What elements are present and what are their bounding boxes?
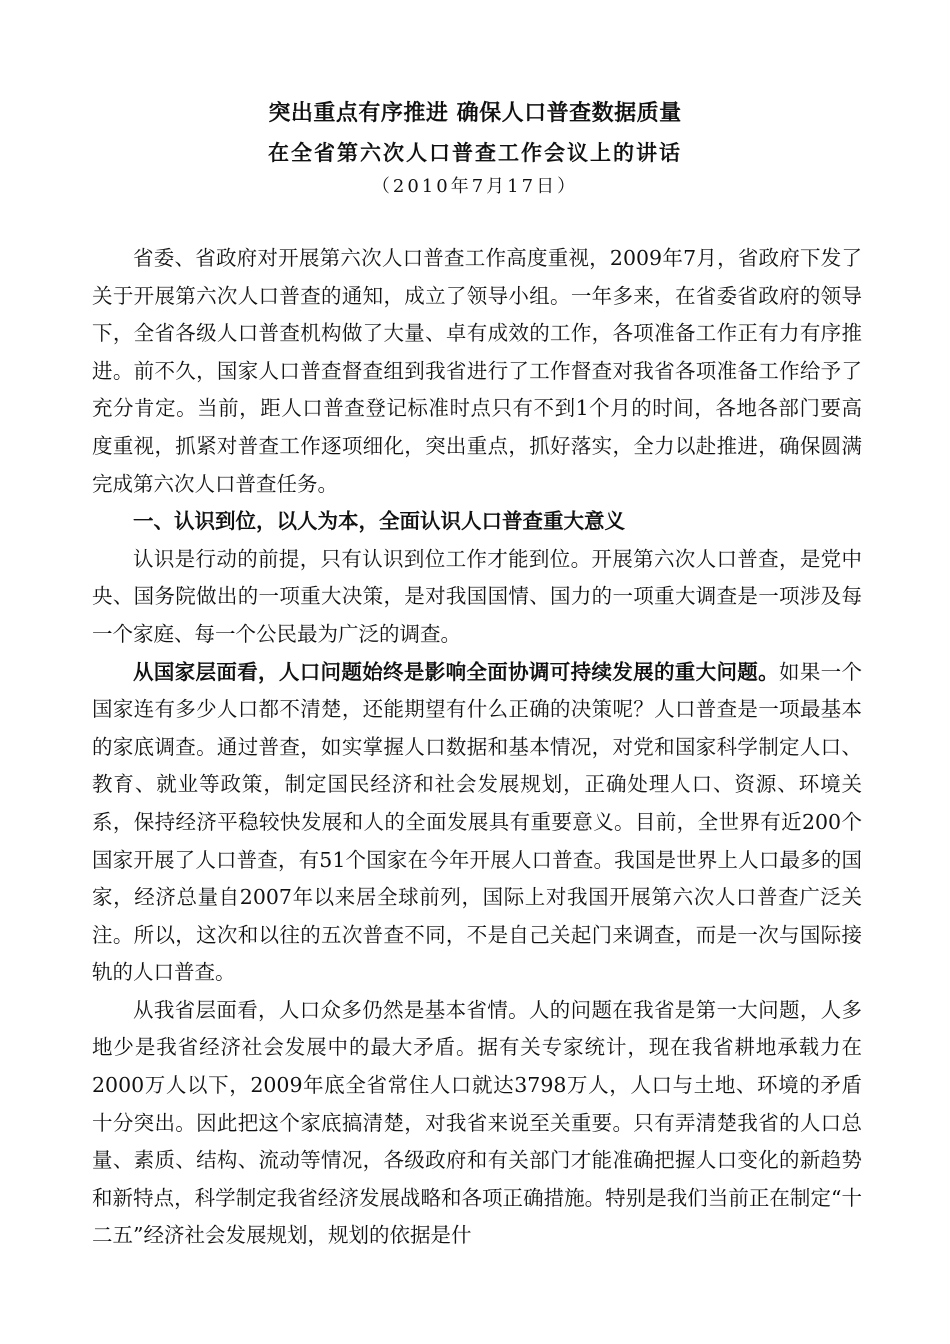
document-title: 突出重点有序推进 确保人口普查数据质量: [268, 100, 682, 126]
paragraph-understanding: 认识是行动的前提，只有认识到位工作才能到位。开展第六次人口普查，是党中央、国务院做出的一项重大决策，是对我国国情、国力的一项重大调查是一项涉及每一个家庭、每一个公民最为广泛的调查。: [92, 546, 862, 646]
paragraph-lead-sentence: 从国家层面看，人口问题始终是影响全面协调可持续发展的重大问题。: [133, 659, 779, 684]
document-subtitle: 在全省第六次人口普查工作会议上的讲话: [268, 140, 682, 165]
section-heading-1: 一、认识到位，以人为本，全面认识人口普查重大意义: [133, 509, 625, 534]
document-date: （2010年7月17日）: [371, 176, 579, 197]
document-body: [92, 240, 862, 1255]
paragraph-provincial-level: 从我省层面看，人口众多仍然是基本省情。人的问题在我省是第一大问题，人多地少是我省经济社会发展中的最大矛盾。据有关专家统计，现在我省耕地承载力在2000万人以下，2009年底全省常住人口就达3798万人，人口与土地、环境的矛盾十分突出。因此把这个家底搞清楚，对我省来说至关重要。只有弄清楚我省的人口总量、素质、结构、流动等情况，各级政府和有关部门才能准确把握人口变化的新趋势和新特点，科学制定我省经济发展战略和各项正确措施。特别是我们当前正在制定“十二五”经济社会发展规划，规划的依据是什: [92, 997, 862, 1248]
paragraph-national-level-body: 如果一个国家连有多少人口都不清楚，还能期望有什么正确的决策呢？人口普查是一项最基本的家底调查。通过普查，如实掌握人口数据和基本情况，对党和国家科学制定人口、教育、就业等政策，制定国民经济和社会发展规划，正确处理人口、资源、环境关系，保持经济平稳较快发展和人的全面发展具有重要意义。目前，全世界有近200个国家开展了人口普查，有51个国家在今年开展人口普查。我国是世界上人口最多的国家，经济总量自2007年以来居全球前列，国际上对我国开展第六次人口普查广泛关注。所以，这次和以往的五次普查不同，不是自己关起门来调查，而是一次与国际接轨的人口普查。: [92, 659, 862, 985]
paragraph-national-level: [92, 654, 862, 992]
paragraph-intro: 省委、省政府对开展第六次人口普查工作高度重视，2009年7月，省政府下发了关于开展第六次人口普查的通知，成立了领导小组。一年多来，在省委省政府的领导下，全省各级人口普查机构做了大量、卓有成效的工作，各项准备工作正有力有序推进。前不久，国家人口普查督查组到我省进行了工作督查对我省各项准备工作给予了充分肯定。当前，距人口普查登记标准时点只有不到1个月的时间，各地各部门要高度重视，抓紧对普查工作逐项细化，突出重点，抓好落实，全力以赴推进，确保圆满完成第六次人口普查任务。: [92, 246, 862, 496]
